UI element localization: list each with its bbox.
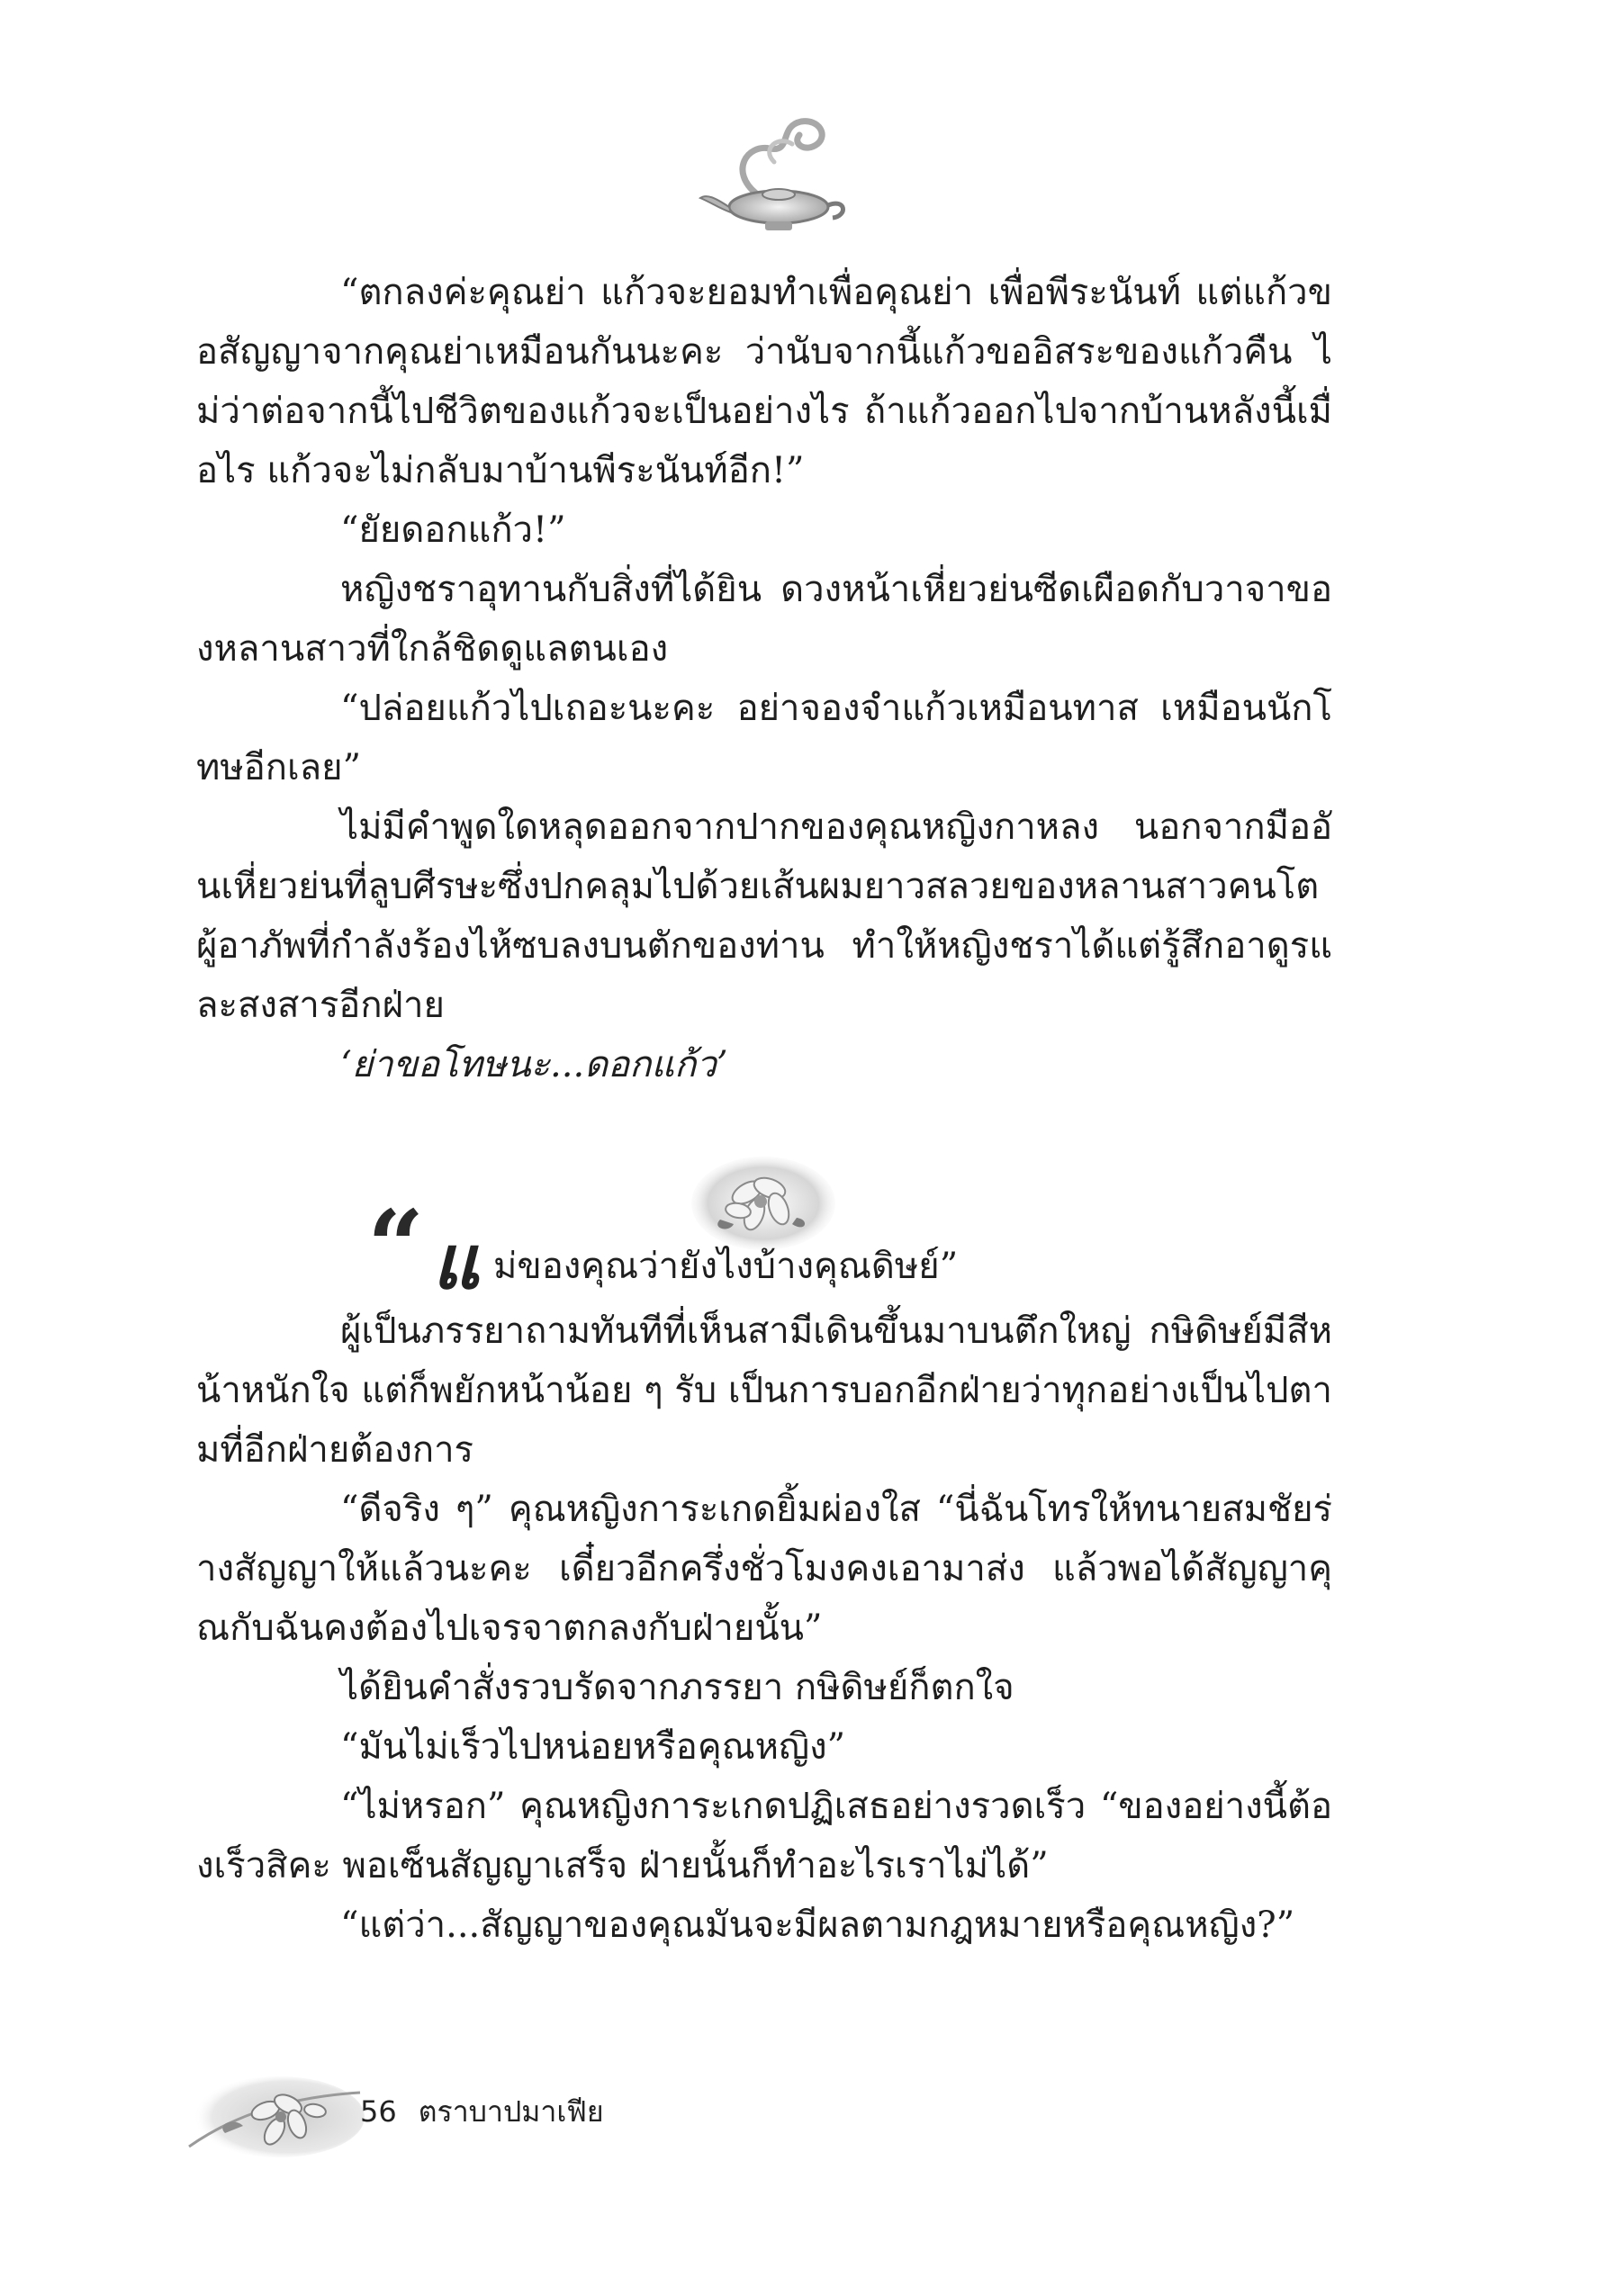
section-1-text bbox=[196, 263, 1332, 1094]
paragraph-italic-thought: ‘ย่าขอโทษนะ...ดอกแก้ว’ bbox=[340, 1044, 728, 1085]
paragraph: หญิงชราอุทานกับสิ่งที่ได้ยิน ดวงหน้าเหี่ยวย่นซีดเผือดกับวาจาของหลานสาวที่ใกล้ชิดดูแลตนเอง bbox=[196, 569, 1332, 670]
dropcap-quote-mark: “ bbox=[367, 1188, 425, 1304]
paragraph: “แต่ว่า...สัญญาของคุณมันจะมีผลตามกฎหมายหรือคุณหญิง?” bbox=[340, 1904, 1295, 1946]
paragraph: “ตกลงค่ะคุณย่า แก้วจะยอมทำเพื่อคุณย่า เพื่อพีระนันท์ แต่แก้วขอสัญญาจากคุณย่าเหมือนกันนะคะ ว่านับจากนี้แก้วขออิสระของแก้วคืน ไม่ว่าต่อจากนี้ไปชีวิตของแก้วจะเป็นอย่างไร ถ้าแก้วออกไปจากบ้านหลังนี้เมื่อไร แก้วจะไม่กลับมาบ้านพีระนันท์อีก!” bbox=[196, 272, 1332, 491]
paragraph: ไม่มีคำพูดใดหลุดออกจากปากของคุณหญิงกาหลง นอกจากมืออันเหี่ยวย่นที่ลูบศีรษะซึ่งปกคลุมไปด้วยเส้นผมยาวสลวยของหลานสาวคนโตผู้อาภัพที่กำลังร้องไห้ซบลงบนตักของท่าน ทำให้หญิงชราได้แต่รู้สึกอาดูรและสงสารอีกฝ่าย bbox=[196, 806, 1332, 1026]
paragraph: ผู้เป็นภรรยาถามทันทีที่เห็นสามีเดินขึ้นมาบนตึกใหญ่ กษิดิษย์มีสีหน้าหนักใจ แต่ก็พยักหน้าน้อย ๆ รับ เป็นการบอกอีกฝ่ายว่าทุกอย่างเป็นไปตามที่อีกฝ่ายต้องการ bbox=[196, 1310, 1332, 1471]
page-footer bbox=[360, 2093, 604, 2129]
dropcap-first-line bbox=[196, 1188, 1332, 1306]
first-line-text: ม่ของคุณว่ายังไงบ้างคุณดิษย์” bbox=[493, 1246, 959, 1287]
section-2-text bbox=[196, 1188, 1332, 1955]
paragraph: “ปล่อยแก้วไปเถอะนะคะ อย่าจองจำแก้วเหมือนทาส เหมือนนักโทษอีกเลย” bbox=[196, 688, 1332, 788]
paragraph: “ยัยดอกแก้ว!” bbox=[340, 509, 566, 551]
footer-flower-icon bbox=[180, 2061, 369, 2169]
page-number: 56 bbox=[360, 2094, 397, 2129]
paragraph: ได้ยินคำสั่งรวบรัดจากภรรยา กษิดิษย์ก็ตกใจ bbox=[340, 1667, 1014, 1708]
paragraph: “ไม่หรอก” คุณหญิงการะเกดปฏิเสธอย่างรวดเร็ว “ของอย่างนี้ต้องเร็วสิคะ พอเซ็นสัญญาเสร็จ ฝ่ายนั้นก็ทำอะไรเราไม่ได้” bbox=[196, 1786, 1332, 1886]
paragraph: “มันไม่เร็วไปหน่อยหรือคุณหญิง” bbox=[340, 1726, 846, 1768]
dropcap-letter: แ bbox=[432, 1220, 480, 1306]
book-title: ตราบาปมาเฟีย bbox=[418, 2094, 604, 2129]
genie-lamp-icon bbox=[693, 108, 851, 243]
paragraph: “ดีจริง ๆ” คุณหญิงการะเกดยิ้มผ่องใส “นี่ฉันโทรให้ทนายสมชัยร่างสัญญาให้แล้วนะคะ เดี๋ยวอีกครึ่งชั่วโมงคงเอามาส่ง แล้วพอได้สัญญาคุณกับฉันคงต้องไปเจรจาตกลงกับฝ่ายนั้น” bbox=[196, 1489, 1332, 1649]
